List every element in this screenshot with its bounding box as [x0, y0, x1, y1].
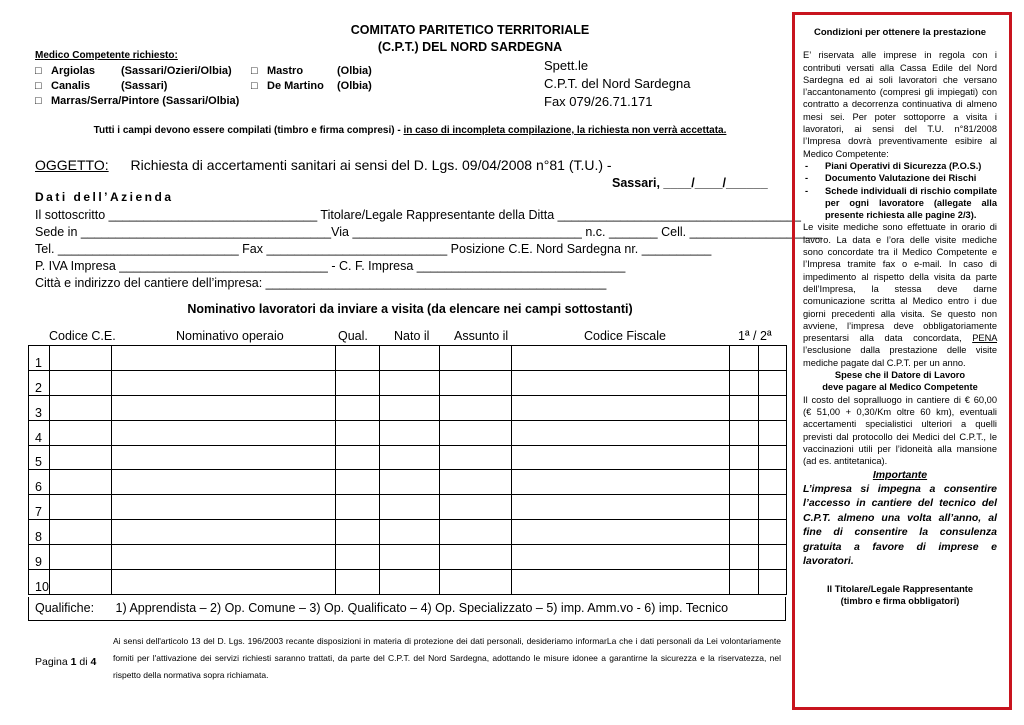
importante-text: L’impresa si impegna a consentire l’accesso in cantiere del tecnico del C.P.T. almeno una volta all’anno, al fine di consentire la consulenza gratuita a favore di imprese e lavoratori.: [803, 482, 997, 568]
table-cell[interactable]: [730, 346, 759, 371]
checkbox-icon[interactable]: □: [35, 65, 42, 77]
medico-name: De Martino: [267, 80, 324, 92]
recipient-line-3: Fax 079/26.71.171: [544, 94, 653, 109]
medico-city: (Sassari): [121, 80, 168, 92]
table-cell[interactable]: [759, 420, 787, 445]
table-cell[interactable]: [50, 445, 112, 470]
table-cell[interactable]: [336, 346, 380, 371]
table-cell[interactable]: [50, 395, 112, 420]
table-cell[interactable]: [112, 570, 336, 595]
notice-prefix: Tutti i campi devono essere compilati (timbro e firma compresi) -: [93, 125, 404, 136]
table-row: [29, 570, 787, 595]
table-cell[interactable]: [112, 470, 336, 495]
medico-name: Mastro: [267, 65, 304, 77]
table-cell[interactable]: [336, 445, 380, 470]
oggetto-text: Richiesta di accertamenti sanitari ai sensi del D. Lgs. 09/04/2008 n°81 (T.U.) -: [130, 157, 612, 173]
sede-field[interactable]: Sede in ____________________________________Via _________________________________ n.c. _______ Cell. ___________________: [35, 225, 822, 239]
signature-line-1: Il Titolare/Legale Rappresentante: [826, 583, 974, 594]
table-cell[interactable]: [512, 470, 730, 495]
page-number: [35, 656, 96, 668]
cantiere-field[interactable]: Città e indirizzo del cantiere dell’impresa: _________________________________________________: [35, 276, 607, 290]
table-cell[interactable]: [112, 395, 336, 420]
table-cell[interactable]: [440, 346, 512, 371]
row-number: 7: [29, 495, 50, 520]
table-row: [29, 420, 787, 445]
table-cell[interactable]: [50, 570, 112, 595]
table-cell[interactable]: [50, 370, 112, 395]
date-field[interactable]: Sassari, ____/____/______: [612, 176, 768, 190]
sidebar-para-3: Il costo del sopralluogo in cantiere di € 60,00 (€ 51,00 + 0,30/Km oltre 60 km), eventuali accertamenti specialistici ulteriori a quelli previsti dal protocollo dei Medici del C.P.T., le vaccinazioni utili per l’idoneità alla mansione (ad es. antitetanica).: [803, 394, 997, 467]
table-cell[interactable]: [336, 395, 380, 420]
table-cell[interactable]: [512, 545, 730, 570]
table-row: [29, 495, 787, 520]
tel-fax-field[interactable]: Tel. __________________________ Fax __________________________ Posizione C.E. Nord Sardegna nr. __________: [35, 242, 712, 256]
medico-option-marras[interactable]: [35, 95, 239, 107]
table-cell[interactable]: [112, 520, 336, 545]
table-cell[interactable]: [380, 346, 440, 371]
table-cell[interactable]: [336, 495, 380, 520]
row-number: 5: [29, 445, 50, 470]
table-row: [29, 395, 787, 420]
row-number: 1: [29, 346, 50, 371]
table-cell[interactable]: [50, 545, 112, 570]
spese-heading-1: Spese che il Datore di Lavoro: [834, 370, 966, 381]
table-cell[interactable]: [380, 395, 440, 420]
row-number: 9: [29, 545, 50, 570]
row-number: 2: [29, 370, 50, 395]
table-cell[interactable]: [440, 545, 512, 570]
table-cell[interactable]: [440, 445, 512, 470]
table-row: [29, 346, 787, 371]
row-number: 6: [29, 470, 50, 495]
table-cell[interactable]: [730, 520, 759, 545]
page-prefix: Pagina: [35, 656, 71, 668]
table-cell[interactable]: [730, 470, 759, 495]
medico-name: Argiolas: [51, 65, 96, 77]
checkbox-icon[interactable]: □: [251, 80, 258, 92]
table-cell[interactable]: [50, 346, 112, 371]
signature-line-2: (timbro e firma obbligatori): [840, 595, 960, 606]
lavoratori-title: Nominativo lavoratori da inviare a visita (da elencare nei campi sottostanti): [187, 302, 633, 316]
medico-city: (Olbia): [337, 65, 372, 77]
document-title: [260, 22, 680, 56]
title-line-2: (C.P.T.) DEL NORD SARDEGNA: [377, 40, 563, 54]
col-header-assunto: Assunto il: [454, 329, 509, 343]
table-cell[interactable]: [112, 445, 336, 470]
table-cell[interactable]: [380, 570, 440, 595]
table-cell[interactable]: [759, 445, 787, 470]
table-cell[interactable]: [50, 520, 112, 545]
table-cell[interactable]: [730, 570, 759, 595]
table-cell[interactable]: [759, 346, 787, 371]
spese-heading-2: deve pagare al Medico Competente: [822, 382, 978, 393]
table-cell[interactable]: [336, 420, 380, 445]
medico-name: Marras/Serra/Pintore (Sassari/Olbia): [51, 95, 240, 107]
table-row: [29, 520, 787, 545]
table-cell[interactable]: [512, 495, 730, 520]
table-cell[interactable]: [512, 370, 730, 395]
medico-option-argiolas[interactable]: [35, 65, 255, 77]
table-row: [29, 545, 787, 570]
table-cell[interactable]: [759, 520, 787, 545]
table-cell[interactable]: [380, 545, 440, 570]
table-cell[interactable]: [336, 570, 380, 595]
table-cell[interactable]: [50, 420, 112, 445]
row-number: 10: [29, 570, 50, 595]
table-cell[interactable]: [512, 395, 730, 420]
requirement-item: - Schede individuali di rischio compilate per ogni lavoratore (allegate alla presente richiesta alle pagine 2/3).: [803, 185, 997, 222]
table-cell[interactable]: [380, 445, 440, 470]
col-header-codice-fiscale: Codice Fiscale: [584, 329, 666, 343]
table-cell[interactable]: [730, 370, 759, 395]
medico-option-de-martino[interactable]: [251, 80, 381, 92]
table-cell[interactable]: [336, 520, 380, 545]
requirement-item: - Documento Valutazione dei Rischi: [803, 172, 997, 184]
title-line-1: COMITATO PARITETICO TERRITORIALE: [350, 23, 590, 37]
sidebar-para-1: E’ riservata alle imprese in regola con i contributi versati alla Cassa Edile del Nord Sardegna ed ai soli lavoratori che versano l’accantonamento (compresi gli impiegati) con contratto a decorrenza continuativa di almeno mesi sei. Per poter sottoporre a visita i lavoratori, ai sensi del T.U. n°81/2008 l’Impresa dovrà preventivamente esibire al Medico Competente:: [803, 50, 997, 159]
row-number: 4: [29, 420, 50, 445]
medico-name: Canalis: [51, 80, 91, 92]
col-header-qual: Qual.: [338, 329, 368, 343]
table-cell[interactable]: [112, 346, 336, 371]
sottoscritto-field[interactable]: Il sottoscritto ______________________________ Titolare/Legale Rappresentante della Ditta ___________________________________: [35, 208, 801, 222]
lavoratori-table: [28, 345, 787, 595]
table-row: [29, 470, 787, 495]
table-cell[interactable]: [730, 395, 759, 420]
sidebar-title: Condizioni per ottenere la prestazione: [813, 27, 987, 38]
table-cell[interactable]: [336, 545, 380, 570]
table-cell[interactable]: [112, 370, 336, 395]
table-cell[interactable]: [759, 495, 787, 520]
row-number: 3: [29, 395, 50, 420]
table-cell[interactable]: [336, 470, 380, 495]
checkbox-icon[interactable]: □: [251, 65, 258, 77]
compilation-notice: [35, 125, 785, 136]
table-cell[interactable]: [380, 420, 440, 445]
page-total: 4: [90, 656, 97, 668]
col-header-nominativo: Nominativo operaio: [176, 329, 284, 343]
qualifiche-legend: [28, 597, 786, 621]
checkbox-icon[interactable]: □: [35, 95, 42, 107]
table-cell[interactable]: [112, 545, 336, 570]
table-cell[interactable]: [759, 370, 787, 395]
medico-heading: Medico Competente richiesto:: [35, 50, 178, 61]
table-cell[interactable]: [336, 370, 380, 395]
medico-city: (Sassari/Ozieri/Olbia): [121, 65, 232, 77]
importante-heading: Importante: [872, 469, 928, 482]
table-cell[interactable]: [730, 445, 759, 470]
table-cell[interactable]: [440, 395, 512, 420]
table-cell[interactable]: [440, 495, 512, 520]
sidebar-requirements-list: [803, 160, 997, 221]
table-cell[interactable]: [512, 420, 730, 445]
recipient-address: [544, 57, 690, 111]
table-cell[interactable]: [440, 370, 512, 395]
requirement-item: - Piani Operativi di Sicurezza (P.O.S.): [803, 160, 997, 172]
sidebar-para-2: [803, 221, 997, 369]
table-cell[interactable]: [50, 495, 112, 520]
page-current: 1: [70, 656, 77, 668]
table-cell[interactable]: [730, 420, 759, 445]
qualifiche-label: Qualifiche:: [35, 601, 95, 615]
col-header-visita: 1ª / 2ª: [738, 329, 772, 343]
col-header-codice-ce: Codice C.E.: [49, 329, 116, 343]
azienda-section-title: Dati dell’Azienda: [35, 190, 174, 204]
conditions-sidebar: [792, 12, 1012, 710]
table-row: [29, 370, 787, 395]
recipient-line-1: Spett.le: [544, 58, 589, 73]
table-cell[interactable]: [380, 495, 440, 520]
table-cell[interactable]: [380, 520, 440, 545]
table-cell[interactable]: [440, 420, 512, 445]
table-cell[interactable]: [440, 570, 512, 595]
table-cell[interactable]: [440, 470, 512, 495]
medico-city: (Olbia): [337, 80, 372, 92]
checkbox-icon[interactable]: □: [35, 80, 42, 92]
para-2-tail: l’esclusione dalla prestazione delle visite mediche pagate dal C.P.T. per un anno.: [803, 345, 997, 368]
notice-warning: in caso di incompleta compilazione, la richiesta non verrà accettata.: [403, 125, 727, 136]
oggetto-line: [35, 157, 612, 173]
para-2-text: Le visite mediche sono effettuate in orario di lavoro. La data e l’ora delle visite mediche sono concordate tra il Medico Competente e l’Impresa tramite fax o e-mail. In caso di impedimento al rispetto della visita da parte dell’Impresa, la stessa deve darne comunicazione scritta al Medico entro i due giorni precedenti alla visita. Se questo non avviene, l’impresa deve obbligatoriamente presentarsi alla data concordata,: [803, 222, 997, 344]
table-cell[interactable]: [380, 470, 440, 495]
table-cell[interactable]: [730, 545, 759, 570]
table-cell[interactable]: [512, 346, 730, 371]
table-cell[interactable]: [380, 370, 440, 395]
medico-option-mastro[interactable]: [251, 65, 381, 77]
table-cell[interactable]: [759, 545, 787, 570]
table-cell[interactable]: [759, 470, 787, 495]
table-cell[interactable]: [440, 520, 512, 545]
table-cell[interactable]: [759, 570, 787, 595]
pena-word: PENA: [972, 333, 997, 344]
page-of: di: [76, 656, 91, 668]
col-header-nato: Nato il: [394, 329, 430, 343]
table-cell[interactable]: [512, 570, 730, 595]
table-row: [29, 445, 787, 470]
row-number: 8: [29, 520, 50, 545]
table-cell[interactable]: [50, 470, 112, 495]
table-cell[interactable]: [512, 445, 730, 470]
qualifiche-text: 1) Apprendista – 2) Op. Comune – 3) Op. Qualificato – 4) Op. Specializzato – 5) imp. Amm.vo - 6) imp. Tecnico: [115, 601, 729, 615]
table-cell[interactable]: [730, 495, 759, 520]
recipient-line-2: C.P.T. del Nord Sardegna: [544, 76, 691, 91]
table-cell[interactable]: [112, 495, 336, 520]
privacy-notice: Ai sensi dell'articolo 13 del D. Lgs. 196/2003 recante disposizioni in materia di protezione dei dati personali, desideriamo informarLa che i dati personali da Lei volontariamente forniti per l'attivazione dei servizi richiesti saranno trattati, da parte del C.P.T. del Nord Sardegna, adottando le misure idonee a garantirne la sicurezza e la riservatezza, nel rispetto della normativa sopra richiamata.: [113, 636, 781, 680]
oggetto-label: OGGETTO:: [35, 157, 109, 173]
piva-cf-field[interactable]: P. IVA Impresa ______________________________ - C. F. Impresa ______________________________: [35, 259, 626, 273]
table-cell[interactable]: [512, 520, 730, 545]
medico-option-canalis[interactable]: [35, 80, 255, 92]
table-cell[interactable]: [759, 395, 787, 420]
table-cell[interactable]: [112, 420, 336, 445]
